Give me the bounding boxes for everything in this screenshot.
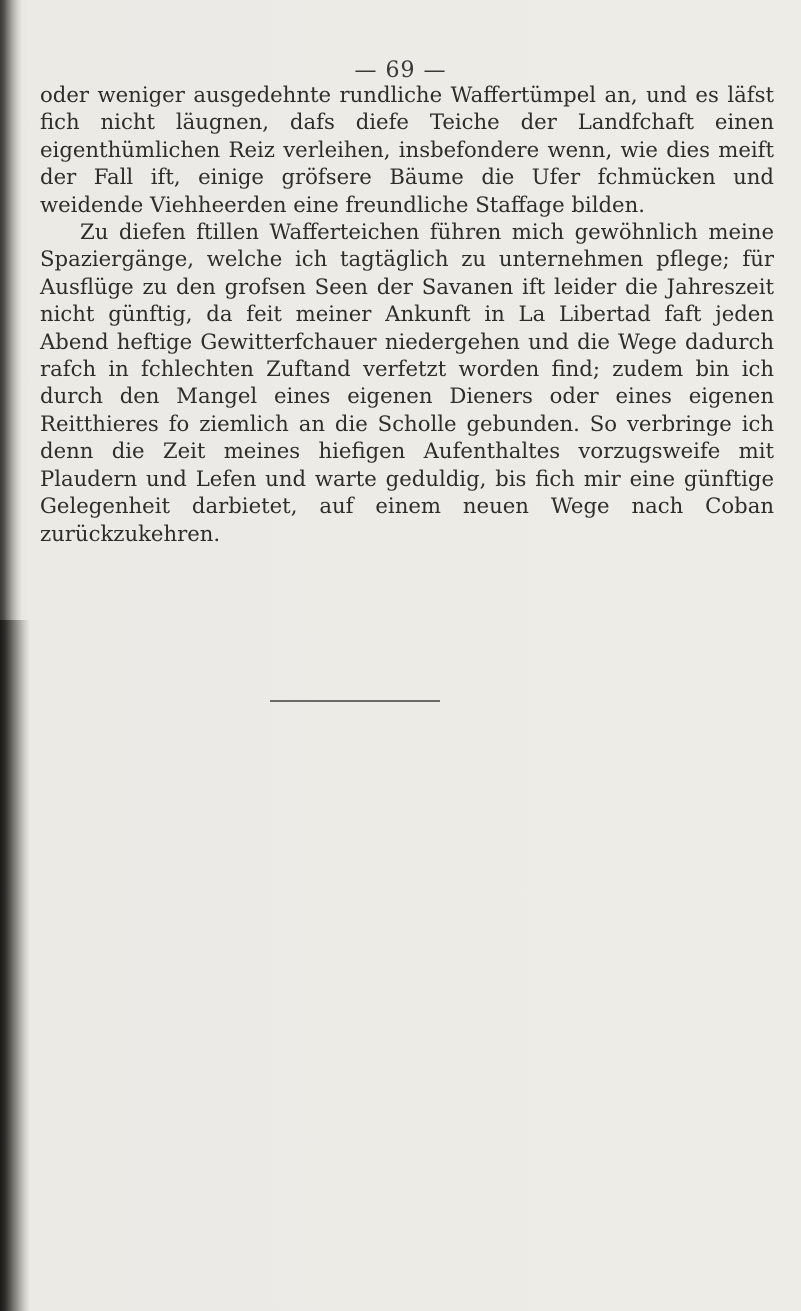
page-number: — 69 — [354,58,447,83]
body-text [40,81,774,547]
section-divider-rule [270,700,440,702]
paragraph-2: Zu diefen ftillen Wafferteichen führen mich gewöhnlich meine Spaziergänge, welche ich tagtäglich zu unternehmen pflege; für Ausflüge zu den grofsen Seen der Savanen ift leider die Jahreszeit nicht günftig, da feit meiner Ankunft in La Libertad faft jeden Abend heftige Gewitterfchauer niedergehen und die Wege dadurch rafch in fchlechten Zuftand verfetzt worden find; zudem bin ich durch den Mangel eines eigenen Dieners oder eines eigenen Reitthieres fo ziemlich an die Scholle gebunden. So verbringe ich denn die Zeit meines hiefigen Aufenthaltes vorzugsweife mit Plaudern und Lefen und warte geduldig, bis fich mir eine günftige Gelegenheit darbietet, auf einem neuen Wege nach Coban zurückzukehren. [40,219,774,546]
paragraph-1: oder weniger ausgedehnte rundliche Waffertümpel an, und es läfst fich nicht läugnen, dafs diefe Teiche der Landfchaft einen eigenthümlichen Reiz verleihen, insbefondere wenn, wie dies meift der Fall ift, einige gröfsere Bäume die Ufer fchmücken und weidende Viehheerden eine freundliche Staffage bilden. [40,82,774,217]
page-binding-edge-lower [0,620,30,1311]
